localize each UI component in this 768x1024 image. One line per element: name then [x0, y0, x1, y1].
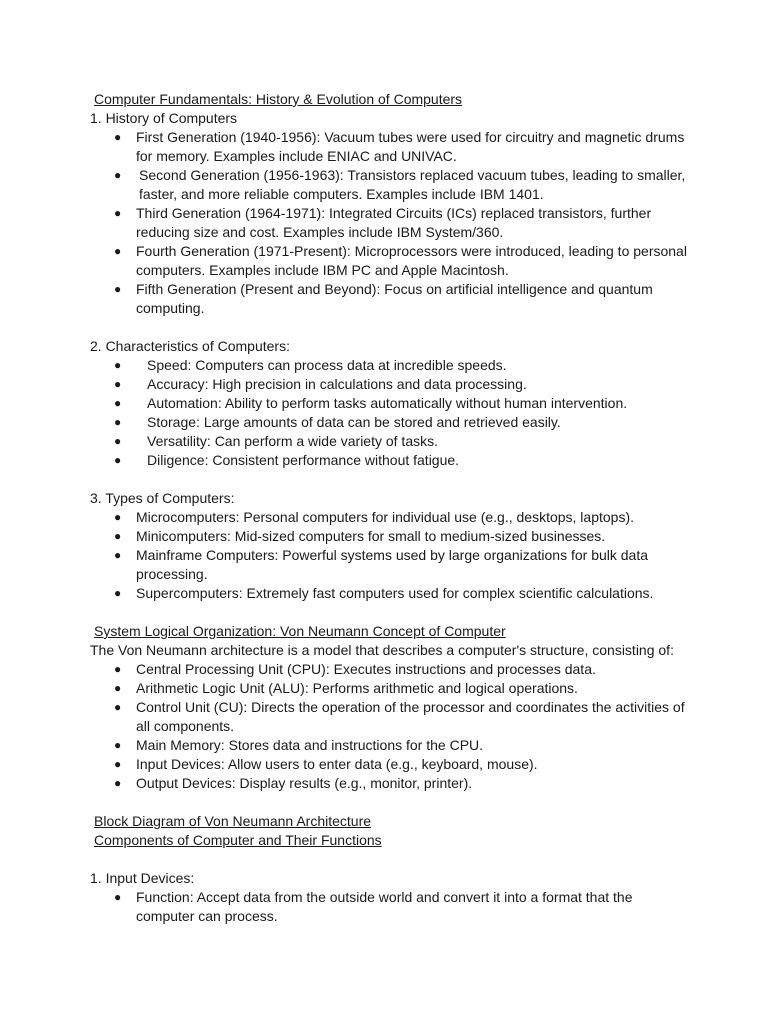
subsection-title-characteristics: 2. Characteristics of Computers: — [90, 338, 290, 354]
list-item — [0, 546, 768, 584]
list-item-text: First Generation (1940-1956): Vacuum tubes were used for circuitry and magnetic drums for memory. Examples include ENIAC and UNIVAC. — [136, 129, 685, 164]
subsection-title-input-devices: 1. Input Devices: — [90, 870, 195, 886]
bullet-icon: ● — [114, 890, 122, 904]
section-intro: The Von Neumann architecture is a model that describes a computer's structure, consisting of: — [90, 642, 674, 658]
list-item-text: Speed: Computers can process data at incredible speeds. — [147, 357, 507, 373]
list-item-text: Fourth Generation (1971-Present): Microprocessors were introduced, leading to personal computers. Examples include IBM PC and Apple Macintosh. — [136, 243, 687, 278]
list-item — [0, 508, 768, 527]
list-item-text: Fifth Generation (Present and Beyond): Focus on artificial intelligence and quantum computing. — [136, 281, 653, 316]
bullet-icon: ● — [114, 548, 122, 562]
list-item-text: Mainframe Computers: Powerful systems used by large organizations for bulk data processing. — [136, 547, 649, 582]
bullet-icon: ● — [114, 662, 122, 676]
list-item-text: Central Processing Unit (CPU): Executes instructions and processes data. — [136, 661, 596, 677]
list-item-text: Supercomputers: Extremely fast computers used for complex scientific calculations. — [136, 585, 654, 601]
spacer — [0, 603, 768, 622]
list-item — [0, 432, 768, 451]
list-item — [0, 128, 768, 166]
bullet-icon: ● — [114, 130, 122, 144]
spacer — [0, 470, 768, 489]
list-item — [0, 451, 768, 470]
bullet-icon: ● — [114, 681, 122, 695]
list-item-text: Minicomputers: Mid-sized computers for small to medium-sized businesses. — [136, 528, 606, 544]
bullet-icon: ● — [114, 510, 122, 524]
bullet-icon: ● — [114, 700, 122, 714]
subsection-title-history: 1. History of Computers — [90, 110, 238, 126]
bullet-icon: ● — [114, 244, 122, 258]
list-item-text: Control Unit (CU): Directs the operation of the processor and coordinates the activities of all components. — [136, 699, 685, 734]
list-item — [0, 356, 768, 375]
list-item-text: Automation: Ability to perform tasks automatically without human intervention. — [147, 395, 628, 411]
list-item — [0, 242, 768, 280]
list-item — [0, 736, 768, 755]
bullet-icon: ● — [114, 282, 122, 296]
list-item-text: Storage: Large amounts of data can be stored and retrieved easily. — [147, 414, 561, 430]
spacer — [0, 793, 768, 812]
spacer — [0, 318, 768, 337]
bullet-icon: ● — [114, 586, 122, 600]
list-item — [0, 413, 768, 432]
bullet-icon: ● — [114, 168, 122, 182]
list-item-text: Second Generation (1956-1963): Transistors replaced vacuum tubes, leading to smaller, faster, and more reliable computers. Examples include IBM 1401. — [139, 167, 686, 202]
list-item-text: Main Memory: Stores data and instructions for the CPU. — [136, 737, 484, 753]
list-item — [0, 698, 768, 736]
list-item — [0, 166, 768, 204]
bullet-icon: ● — [114, 396, 122, 410]
list-item — [0, 660, 768, 679]
subsection-title-types: 3. Types of Computers: — [90, 490, 235, 506]
list-item — [0, 888, 768, 926]
bullet-icon: ● — [114, 377, 122, 391]
list-item — [0, 679, 768, 698]
bullet-icon: ● — [114, 529, 122, 543]
document-page — [0, 90, 768, 926]
bullet-icon: ● — [114, 415, 122, 429]
bullet-icon: ● — [114, 757, 122, 771]
list-item-text: Microcomputers: Personal computers for individual use (e.g., desktops, laptops). — [136, 509, 635, 525]
bullet-icon: ● — [114, 358, 122, 372]
list-item-text: Input Devices: Allow users to enter data (e.g., keyboard, mouse). — [136, 756, 538, 772]
list-item — [0, 774, 768, 793]
section-heading-components: Components of Computer and Their Functions — [94, 832, 382, 848]
list-item-text: Output Devices: Display results (e.g., monitor, printer). — [136, 775, 473, 791]
list-item — [0, 394, 768, 413]
bullet-icon: ● — [114, 206, 122, 220]
list-item-text: Function: Accept data from the outside world and convert it into a format that the computer can process. — [136, 889, 633, 924]
list-item — [0, 527, 768, 546]
list-item-text: Diligence: Consistent performance without fatigue. — [147, 452, 460, 468]
section-heading-block-diagram: Block Diagram of Von Neumann Architecture — [94, 813, 372, 829]
bullet-icon: ● — [114, 776, 122, 790]
list-item — [0, 584, 768, 603]
list-item — [0, 375, 768, 394]
section-heading-computer-fundamentals: Computer Fundamentals: History & Evolution of Computers — [94, 91, 463, 107]
list-item — [0, 204, 768, 242]
section-heading-von-neumann: System Logical Organization: Von Neumann Concept of Computer — [94, 623, 506, 639]
list-item-text: Versatility: Can perform a wide variety of tasks. — [147, 433, 438, 449]
list-item — [0, 280, 768, 318]
list-item-text: Accuracy: High precision in calculations and data processing. — [147, 376, 527, 392]
bullet-icon: ● — [114, 738, 122, 752]
bullet-icon: ● — [114, 453, 122, 467]
list-item — [0, 755, 768, 774]
list-item-text: Arithmetic Logic Unit (ALU): Performs arithmetic and logical operations. — [136, 680, 578, 696]
bullet-icon: ● — [114, 434, 122, 448]
list-item-text: Third Generation (1964-1971): Integrated Circuits (ICs) replaced transistors, further reducing size and cost. Examples include IBM System/360. — [136, 205, 652, 240]
spacer — [0, 850, 768, 869]
